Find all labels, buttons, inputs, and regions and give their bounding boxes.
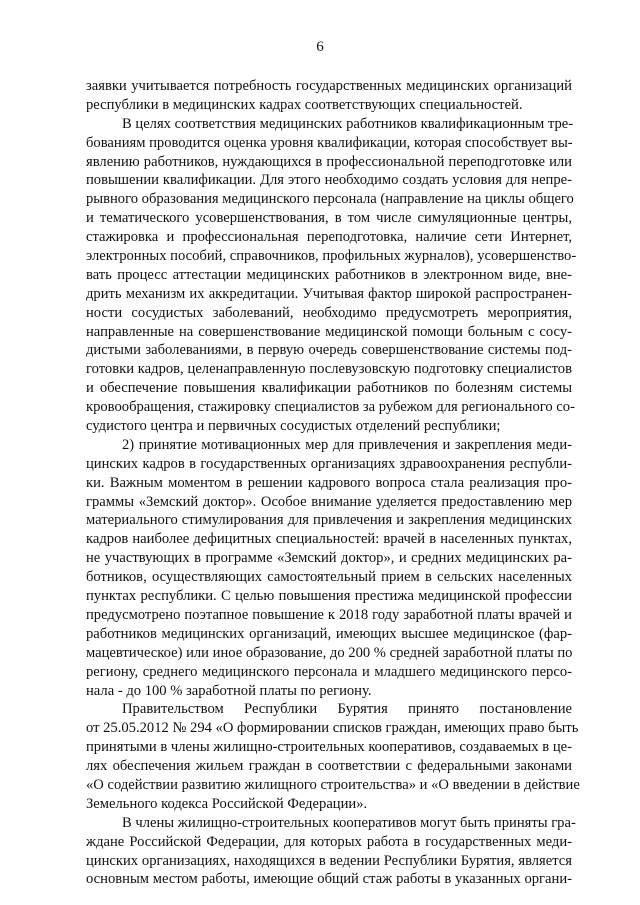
text-line: материального стимулирования для привлечения и закрепления медицинских [86,512,572,529]
paragraph [86,814,576,890]
text-line: лях обеспечения жильем граждан в соответствии с федеральными законами [86,758,572,775]
text-line: направленные на совершенствование медицинской помощи больным с сосу- [86,323,572,340]
paragraph [86,77,572,115]
text-line: граммы «Земский доктор». Особое внимание уделяется предоставлению мер [86,493,572,510]
text-line: цинских организациях, находящихся в ведении Республики Бурятия, является [86,852,572,869]
paragraph [86,115,577,436]
paragraph [86,700,580,813]
text-line: ки. Важным моментом в решении кадрового вопроса стала реализация про- [86,474,572,491]
text-line: основным местом работы, имеющие общий стаж работы в указанных органи- [86,871,572,888]
text-line: рывного образования медицинского персонала (направление на циклы общего [86,191,574,208]
text-line: Правительством Республики Бурятия принято постановление [122,701,572,718]
text-line: и тематического усовершенствования, в том числе симуляционные центры, [86,210,572,227]
text-line: цинских кадров в государственных организациях здравоохранения республи- [86,455,572,472]
text-line: судистого центра и первичных сосудистых отделений республики; [86,418,501,435]
text-line: Земельного кодекса Российской Федерации». [86,795,368,812]
page-number: 6 [316,39,324,55]
text-line: готовки кадров, целенаправленную послевузовскую подготовку специалистов [86,361,572,378]
text-line: В целях соответствия медицинских работников квалификационным тре- [122,115,574,132]
text-line: пунктах республики. С целью повышения престижа медицинской профессии [86,588,572,605]
text-line: дистыми заболеваниями, в первую очередь совершенствование системы под- [86,342,572,359]
text-line: ждане Российской Федерации, для которых работа в государственных меди- [86,833,572,850]
text-line: ботников, осуществляющих самостоятельный прием в сельских населенных [86,569,572,586]
text-line: нала - до 100 % заработной платы по региону. [86,682,372,699]
text-line: стажировка и профессиональная переподготовка, наличие сети Интернет, [86,229,572,246]
text-line: электронных пособий, справочников, профильных журналов), усовершенство- [86,248,577,265]
text-line: не участвующих в программе «Земский доктор», и средних медицинских ра- [86,550,572,567]
text-line: вать процесс аттестации медицинских работников в электронном виде, вне- [86,266,572,283]
text-line: заявки учитывается потребность государственных медицинских организаций [86,78,572,94]
text-line: региону, среднего медицинского персонала и младшего медицинского персо- [86,663,572,680]
text-line: «О содействии развитию жилищного строительства» и «О введении в действие [86,776,580,793]
text-line: кровообращения, стажировку специалистов за рубежом для регионального со- [86,399,575,416]
text-line: явлению работников, нуждающихся в профессиональной переподготовке или [86,153,572,170]
text-line: предусмотрено поэтапное повышение к 2018 году заработной платы врачей и [86,606,572,623]
text-line: бованиям проводится оценка уровня квалификации, которая способствует вы- [86,134,573,151]
text-line: республики в медицинских кадрах соответствующих специальностей. [86,96,523,113]
paragraph [86,436,572,700]
text-line: принятыми в члены жилищно-строительных кооперативов, создаваемых в це- [86,739,572,756]
text-line: от 25.05.2012 № 294 «О формировании списков граждан, имеющих право быть [86,720,579,737]
body-text [86,77,580,889]
text-line: 2) принятие мотивационных мер для привлечения и закрепления меди- [122,436,572,453]
text-line: повышении квалификации. Для этого необходимо создать условия для непре- [86,172,572,189]
text-line: работников медицинских организаций, имеющих высшее медицинское (фар- [86,625,572,642]
text-line: мацевтическое) или иное образование, до 200 % средней заработной платы по [86,644,573,661]
text-line: ности сосудистых заболеваний, необходимо предусмотреть мероприятия, [86,304,572,321]
text-line: В члены жилищно-строительных кооперативов могут быть приняты гра- [122,814,576,831]
text-line: дрить механизм их аккредитации. Учитывая фактор широкой распространен- [86,285,572,302]
text-line: и обеспечение повышения квалификации работников по болезням системы [86,380,572,397]
text-line: кадров наиболее дефицитных специальностей: врачей в населенных пунктах, [86,531,572,548]
